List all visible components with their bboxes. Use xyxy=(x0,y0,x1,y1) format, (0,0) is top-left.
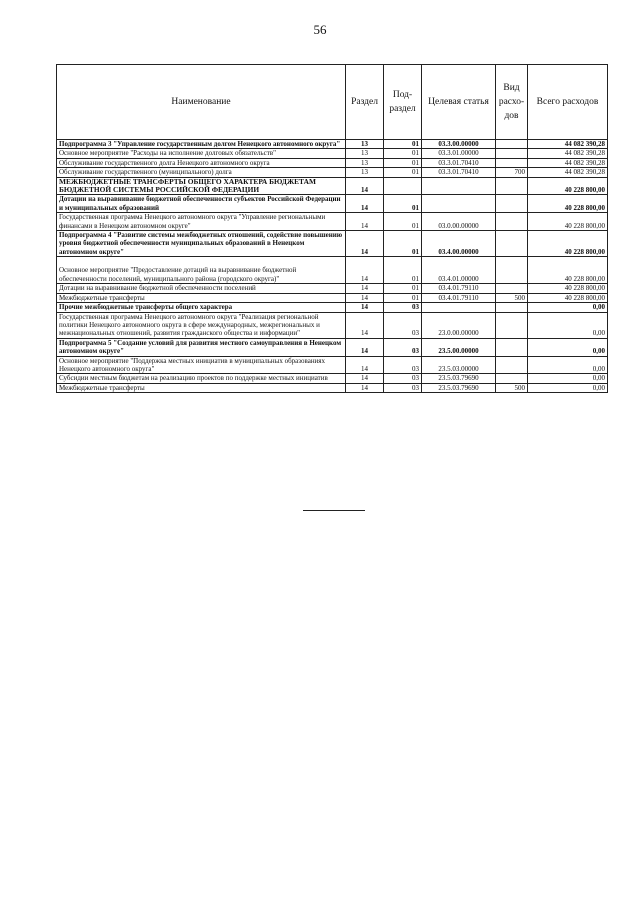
row-target: 23.5.03.79690 xyxy=(422,374,496,383)
row-target: 23.0.00.00000 xyxy=(422,312,496,338)
row-name: Государственная программа Ненецкого автономного округа "Управление региональными финансами в Ненецком автономном округе" xyxy=(57,213,346,231)
table-row xyxy=(57,312,608,338)
row-subsection: 01 xyxy=(384,168,422,177)
table-row xyxy=(57,356,608,374)
row-subsection: 03 xyxy=(384,383,422,392)
row-expense-type xyxy=(496,338,528,356)
table-row xyxy=(57,374,608,383)
table-row xyxy=(57,284,608,293)
row-subsection: 01 xyxy=(384,149,422,158)
row-total: 0,00 xyxy=(528,312,608,338)
row-expense-type: 500 xyxy=(496,293,528,302)
row-target xyxy=(422,177,496,195)
row-target: 03.4.01.79110 xyxy=(422,284,496,293)
row-subsection: 03 xyxy=(384,338,422,356)
row-subsection: 03 xyxy=(384,374,422,383)
row-name: Межбюджетные трансферты xyxy=(57,383,346,392)
row-section: 14 xyxy=(346,177,384,195)
table-row xyxy=(57,149,608,158)
row-expense-type xyxy=(496,374,528,383)
table-row xyxy=(57,303,608,312)
row-name: Прочие межбюджетные трансферты общего характера xyxy=(57,303,346,312)
row-subsection: 01 xyxy=(384,195,422,213)
table-row xyxy=(57,168,608,177)
row-target: 03.0.00.00000 xyxy=(422,213,496,231)
row-subsection: 01 xyxy=(384,213,422,231)
table-header-row xyxy=(57,65,608,140)
table-row xyxy=(57,293,608,302)
header-name: Наименование xyxy=(57,65,346,140)
row-target: 03.3.01.00000 xyxy=(422,149,496,158)
row-section: 14 xyxy=(346,257,384,284)
row-subsection: 03 xyxy=(384,303,422,312)
row-subsection: 01 xyxy=(384,231,422,257)
row-total: 40 228 800,00 xyxy=(528,195,608,213)
row-name: Основное мероприятие "Предоставление дотаций на выравнивание бюджетной обеспеченности поселений, муниципального района (городского округа)" xyxy=(57,257,346,284)
row-subsection: 03 xyxy=(384,356,422,374)
row-subsection: 03 xyxy=(384,312,422,338)
row-total: 44 082 390,28 xyxy=(528,158,608,167)
row-expense-type xyxy=(496,231,528,257)
row-subsection xyxy=(384,177,422,195)
row-target: 23.5.00.00000 xyxy=(422,338,496,356)
row-expense-type xyxy=(496,195,528,213)
row-expense-type xyxy=(496,149,528,158)
row-target: 03.4.01.79110 xyxy=(422,293,496,302)
row-name: Основное мероприятие "Расходы на исполнение долговых обязательств" xyxy=(57,149,346,158)
row-total: 40 228 800,00 xyxy=(528,293,608,302)
row-expense-type xyxy=(496,158,528,167)
header-expense-type: Вид расхо-дов xyxy=(496,65,528,140)
row-name: Обслуживание государственного (муниципального) долга xyxy=(57,168,346,177)
row-name: Дотации на выравнивание бюджетной обеспеченности поселений xyxy=(57,284,346,293)
row-section: 14 xyxy=(346,356,384,374)
row-name: Государственная программа Ненецкого автономного округа "Реализация региональной политики Ненецкого автономного округа в сфере международных, межрегиональных и межнациональных отношений, развития гражданского общества и информации" xyxy=(57,312,346,338)
row-name: МЕЖБЮДЖЕТНЫЕ ТРАНСФЕРТЫ ОБЩЕГО ХАРАКТЕРА БЮДЖЕТАМ БЮДЖЕТНОЙ СИСТЕМЫ РОССИЙСКОЙ ФЕДЕРАЦИИ xyxy=(57,177,346,195)
row-total: 40 228 800,00 xyxy=(528,177,608,195)
row-target: 23.5.03.79690 xyxy=(422,383,496,392)
row-expense-type xyxy=(496,257,528,284)
row-expense-type xyxy=(496,213,528,231)
row-total: 44 082 390,28 xyxy=(528,149,608,158)
row-total: 44 082 390,28 xyxy=(528,168,608,177)
page-number: 56 xyxy=(313,22,327,37)
row-target xyxy=(422,195,496,213)
row-total: 0,00 xyxy=(528,356,608,374)
row-subsection: 01 xyxy=(384,284,422,293)
header-target: Целевая статья xyxy=(422,65,496,140)
row-expense-type xyxy=(496,303,528,312)
header-subsection: Под-раздел xyxy=(384,65,422,140)
row-name: Подпрограмма 3 "Управление государственным долгом Ненецкого автономного округа" xyxy=(57,140,346,149)
row-section: 13 xyxy=(346,149,384,158)
row-section: 14 xyxy=(346,213,384,231)
row-section: 14 xyxy=(346,383,384,392)
row-expense-type xyxy=(496,177,528,195)
row-name: Межбюджетные трансферты xyxy=(57,293,346,302)
row-name: Обслуживание государственного долга Ненецкого автономного округа xyxy=(57,158,346,167)
row-section: 14 xyxy=(346,231,384,257)
table-row xyxy=(57,231,608,257)
footer-rule xyxy=(303,510,365,511)
table-row xyxy=(57,383,608,392)
table-row xyxy=(57,257,608,284)
row-section: 14 xyxy=(346,338,384,356)
table-body xyxy=(57,140,608,393)
row-name: Основное мероприятие "Поддержка местных инициатив в муниципальных образованиях Ненецкого автономного округа" xyxy=(57,356,346,374)
row-subsection: 01 xyxy=(384,158,422,167)
row-expense-type xyxy=(496,312,528,338)
budget-table xyxy=(56,64,608,393)
row-name: Дотации на выравнивание бюджетной обеспеченности субъектов Российской Федерации и муниципальных образований xyxy=(57,195,346,213)
row-total: 40 228 800,00 xyxy=(528,257,608,284)
row-section: 13 xyxy=(346,158,384,167)
row-name: Подпрограмма 5 "Создание условий для развития местного самоуправления в Ненецком автономном округе" xyxy=(57,338,346,356)
header-section: Раздел xyxy=(346,65,384,140)
row-total: 40 228 800,00 xyxy=(528,284,608,293)
row-total: 0,00 xyxy=(528,383,608,392)
row-total: 40 228 800,00 xyxy=(528,213,608,231)
table-row xyxy=(57,213,608,231)
row-total: 0,00 xyxy=(528,338,608,356)
row-total: 40 228 800,00 xyxy=(528,231,608,257)
row-target: 03.3.01.70410 xyxy=(422,168,496,177)
header-total: Всего расходов xyxy=(528,65,608,140)
row-total: 44 082 390,28 xyxy=(528,140,608,149)
table-row xyxy=(57,195,608,213)
row-expense-type xyxy=(496,284,528,293)
row-subsection: 01 xyxy=(384,140,422,149)
row-total: 0,00 xyxy=(528,303,608,312)
row-section: 14 xyxy=(346,293,384,302)
row-target: 23.5.03.00000 xyxy=(422,356,496,374)
row-expense-type: 500 xyxy=(496,383,528,392)
row-total: 0,00 xyxy=(528,374,608,383)
row-name: Субсидии местным бюджетам на реализацию проектов по поддержке местных инициатив xyxy=(57,374,346,383)
row-target xyxy=(422,303,496,312)
row-expense-type xyxy=(496,356,528,374)
row-subsection: 01 xyxy=(384,257,422,284)
row-section: 14 xyxy=(346,195,384,213)
row-section: 13 xyxy=(346,140,384,149)
table-row xyxy=(57,177,608,195)
row-expense-type xyxy=(496,140,528,149)
table-row xyxy=(57,158,608,167)
row-expense-type: 700 xyxy=(496,168,528,177)
row-target: 03.4.00.00000 xyxy=(422,231,496,257)
row-subsection: 01 xyxy=(384,293,422,302)
row-section: 14 xyxy=(346,312,384,338)
row-section: 14 xyxy=(346,374,384,383)
row-section: 13 xyxy=(346,168,384,177)
row-target: 03.3.01.70410 xyxy=(422,158,496,167)
row-target: 03.4.01.00000 xyxy=(422,257,496,284)
table-row xyxy=(57,140,608,149)
table-row xyxy=(57,338,608,356)
row-section: 14 xyxy=(346,284,384,293)
row-target: 03.3.00.00000 xyxy=(422,140,496,149)
row-name: Подпрограмма 4 "Развитие системы межбюджетных отношений, содействие повышению уровня бюджетной обеспеченности муниципальных образований в Ненецком автономном округе" xyxy=(57,231,346,257)
row-section: 14 xyxy=(346,303,384,312)
